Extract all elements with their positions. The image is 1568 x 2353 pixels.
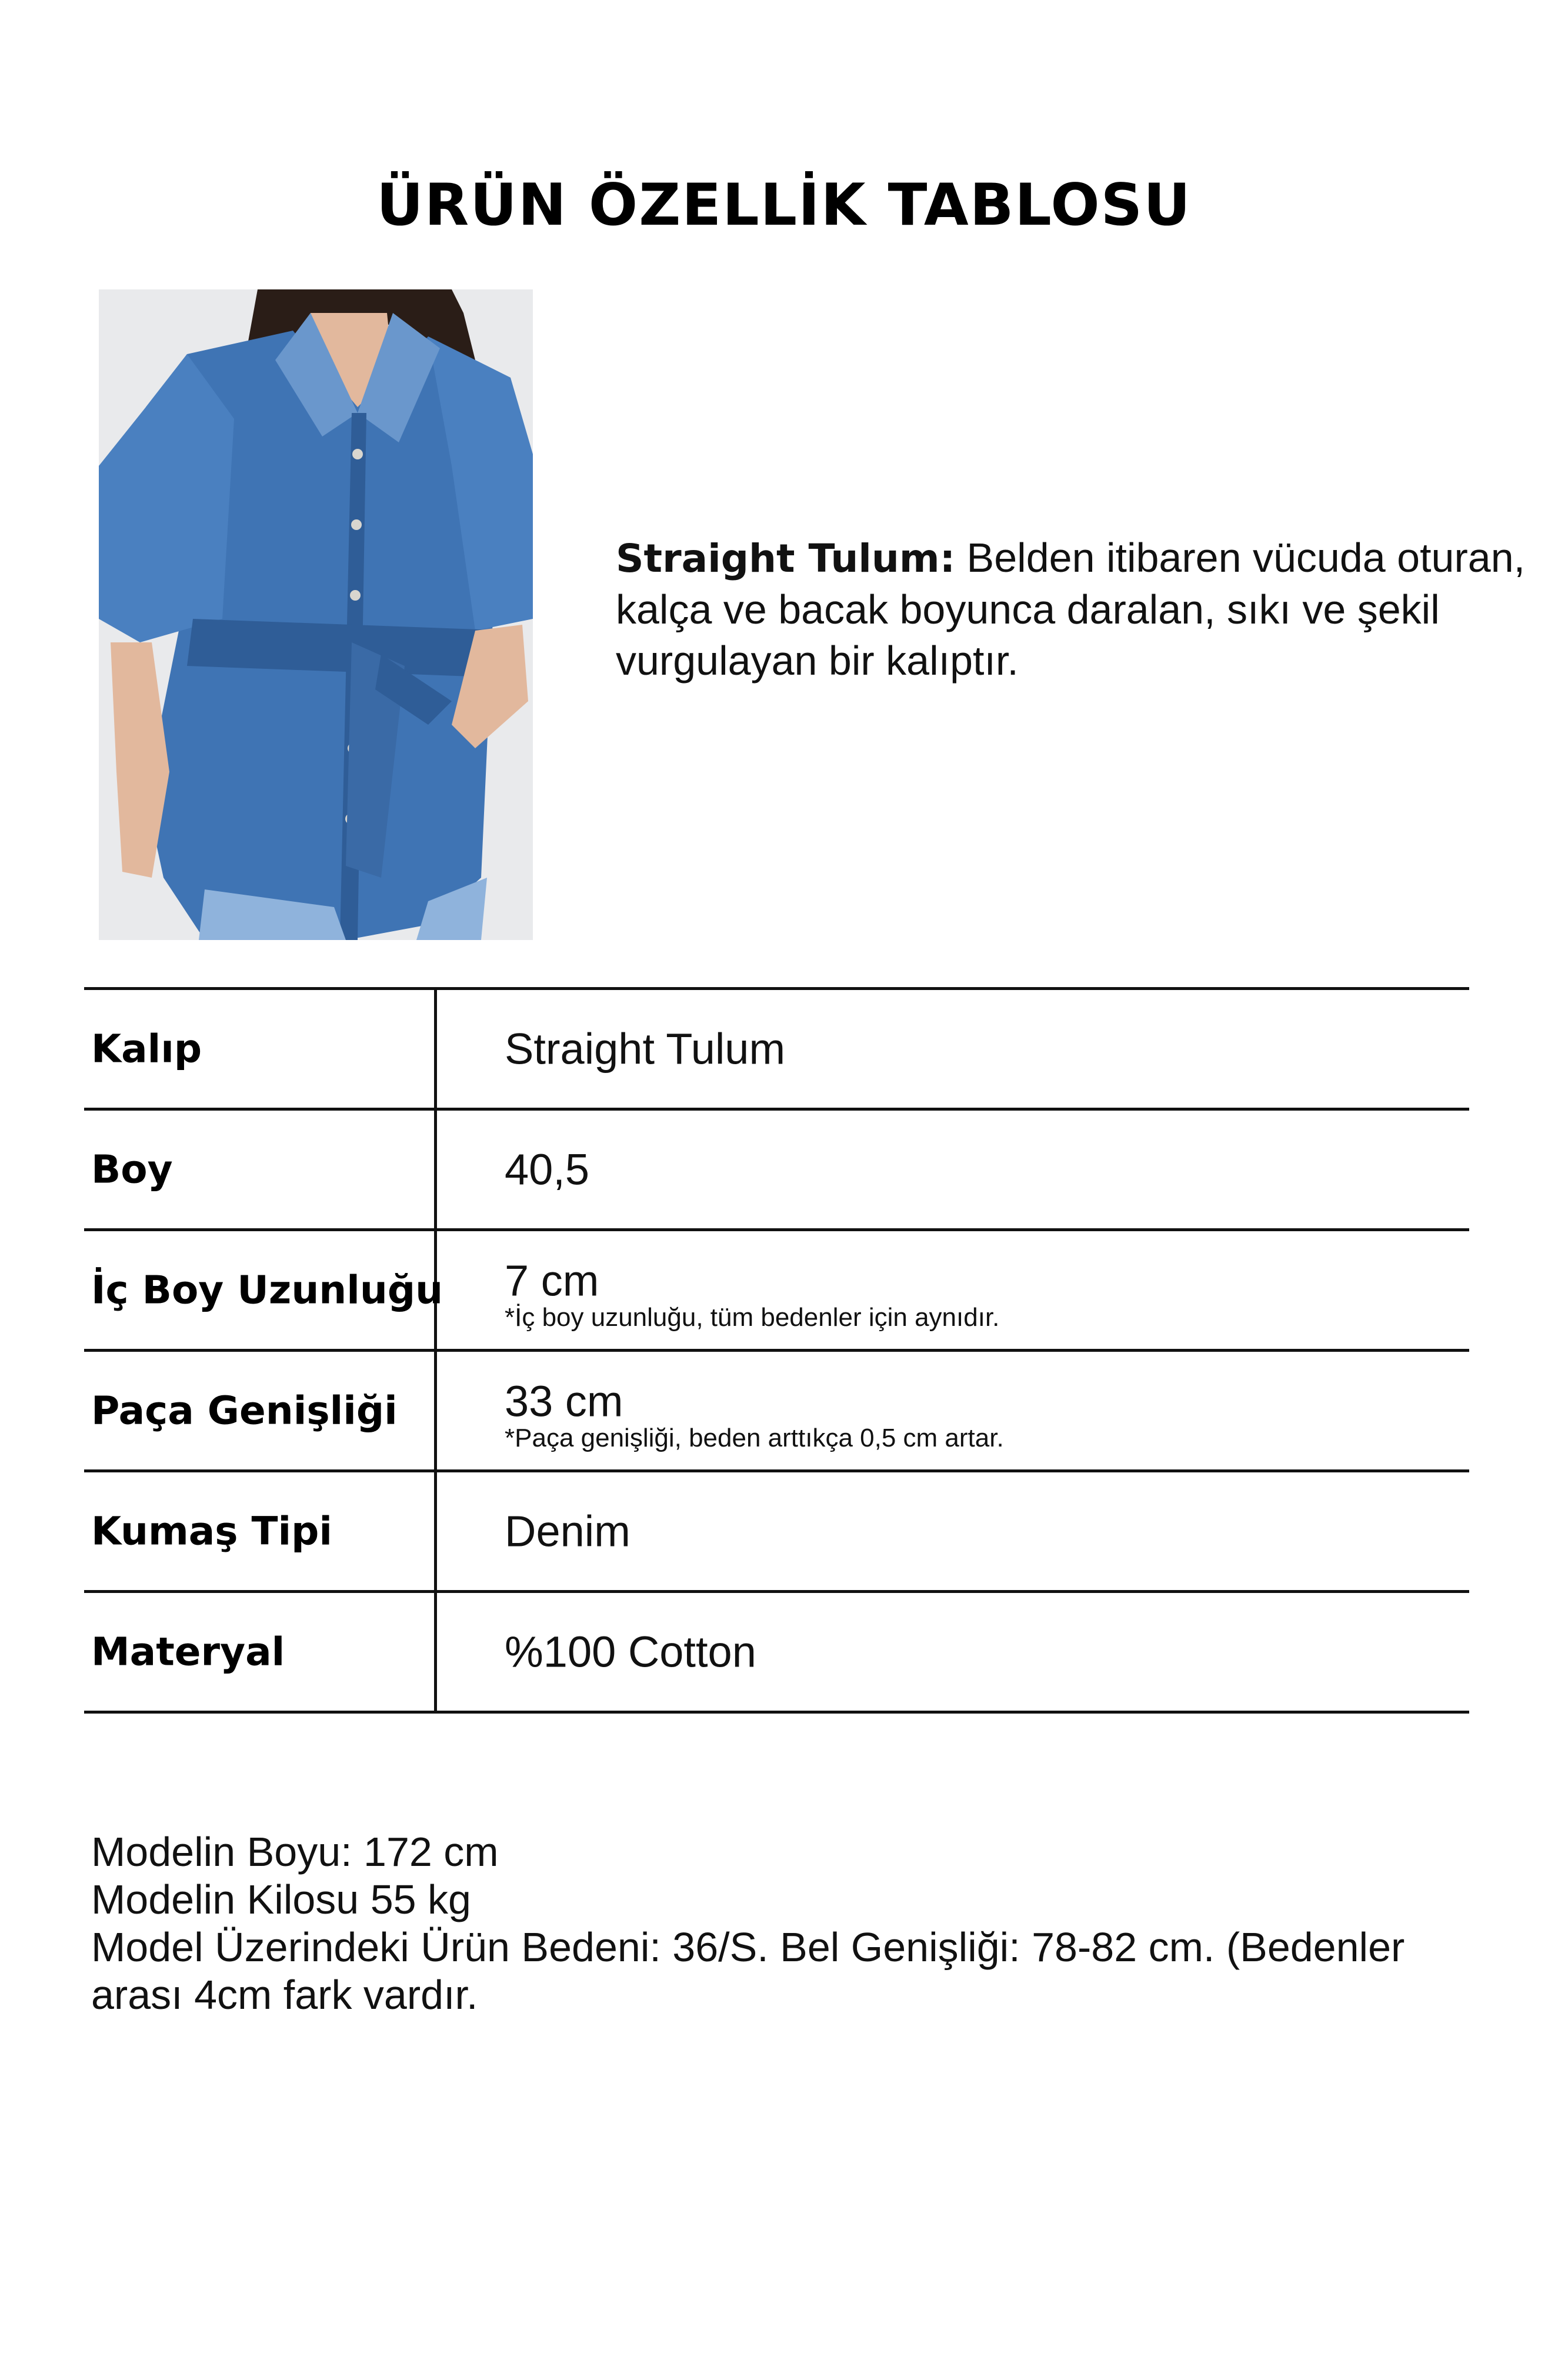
spec-value: Straight Tulum (505, 1024, 786, 1074)
spec-row-ic-boy (84, 1228, 1469, 1349)
model-height: Modelin Boyu: 172 cm (91, 1829, 499, 1875)
model-weight: Modelin Kilosu 55 kg (91, 1877, 471, 1922)
spec-row-kalip (84, 987, 1469, 1108)
fit-description (616, 532, 1533, 686)
spec-row-materyal (84, 1590, 1469, 1714)
spec-value: Denim (505, 1507, 630, 1556)
model-size: Model Üzerindeki Ürün Bedeni: 36/S. Bel Genişliği: 78-82 cm. (Bedenler arası 4cm fark vardır. (91, 1924, 1405, 2018)
model-info (91, 1828, 1503, 2019)
spec-table (84, 987, 1469, 1714)
spec-value: 40,5 (505, 1145, 590, 1194)
column-divider (434, 990, 437, 1108)
fit-description-title: Straight Tulum: (616, 536, 956, 581)
spec-row-boy (84, 1108, 1469, 1228)
spec-label: Kumaş Tipi (91, 1508, 333, 1554)
product-photo (99, 289, 533, 940)
column-divider (434, 1111, 437, 1228)
spec-row-kumas (84, 1469, 1469, 1590)
spec-label: Kalıp (91, 1026, 202, 1072)
spec-value: %100 Cotton (505, 1627, 756, 1677)
spec-note: *Paça genişliği, beden arttıkça 0,5 cm artar. (505, 1424, 1004, 1452)
page-title: ÜRÜN ÖZELLİK TABLOSU (376, 172, 1192, 239)
denim-jumpsuit-image (99, 289, 533, 940)
spec-label: Paça Genişliği (91, 1388, 398, 1434)
column-divider (434, 1352, 437, 1469)
spec-label: Boy (91, 1146, 173, 1192)
spec-value: 33 cm (505, 1377, 623, 1426)
spec-note: *İç boy uzunluğu, tüm bedenler için aynıdır. (505, 1303, 1000, 1332)
column-divider (434, 1472, 437, 1590)
column-divider (434, 1593, 437, 1711)
fit-description-text: Belden itibaren vücuda oturan, kalça ve bacak boyunca daralan, sıkı ve şekil vurgulayan bir kalıptır. (616, 535, 1526, 684)
spec-row-paca (84, 1349, 1469, 1469)
spec-label: İç Boy Uzunluğu (91, 1267, 443, 1313)
spec-label: Materyal (91, 1629, 285, 1675)
spec-value: 7 cm (505, 1256, 599, 1305)
